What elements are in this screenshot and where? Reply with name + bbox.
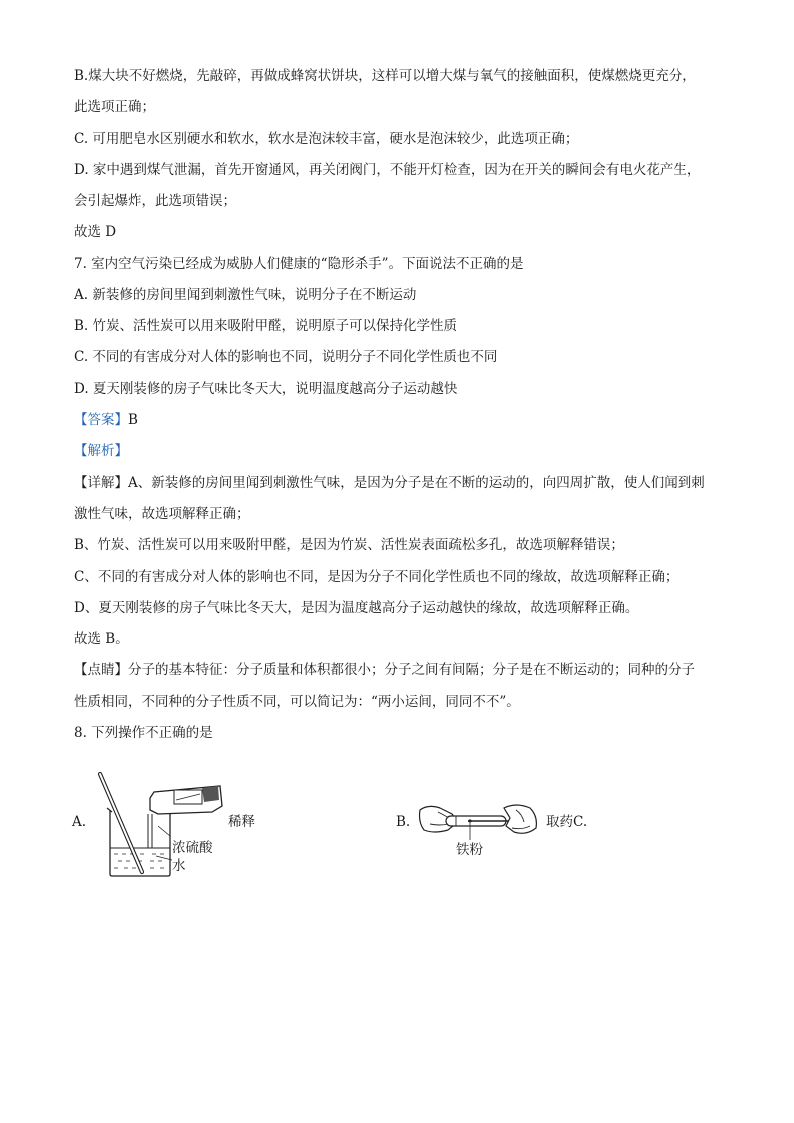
detail-tag: 【详解】: [74, 475, 128, 491]
text-line: 会引起爆炸，此选项错误；: [74, 193, 236, 209]
text-line: D. 家中遇到煤气泄漏，首先开窗通风，再关闭阀门，不能开灯检查，因为在开关的瞬间会有电火花产生，: [74, 162, 701, 178]
option-c: C. 不同的有害成分对人体的影响也不同，说明分子不同化学性质也不同: [74, 349, 498, 365]
comment-line: [74, 660, 734, 680]
detail-line: 故选 B。: [74, 631, 129, 647]
text-line: B.煤大块不好燃烧，先敲碎，再做成蜂窝状饼块，这样可以增大煤与氧气的接触面积，使煤燃烧更充分，: [74, 68, 696, 84]
detail-line: [74, 473, 734, 493]
option-d: D. 夏天刚装修的房子气味比冬天大，说明温度越高分子运动越快: [74, 381, 458, 397]
answer-line: [74, 410, 734, 430]
detail-line: D、夏天刚装修的房子气味比冬天大，是因为温度越高分子运动越快的缘故，故选项解释正确。: [74, 600, 639, 616]
option-b: B. 竹炭、活性炭可以用来吸附甲醛，说明原子可以保持化学性质: [74, 318, 458, 334]
figure-b-label: B.: [396, 814, 411, 830]
text-line: C. 可用肥皂水区别硬水和软水，软水是泡沫较丰富，硬水是泡沫较少，此选项正确；: [74, 131, 579, 147]
text-line: 此选项正确；: [74, 99, 155, 115]
option-a: A. 新装修的房间里闻到刺激性气味，说明分子在不断运动: [74, 287, 417, 303]
detail-line: B、竹炭、活性炭可以用来吸附甲醛，是因为竹炭、活性炭表面疏松多孔，故选项解释错误；: [74, 537, 624, 553]
acid-label: 浓硫酸: [172, 840, 213, 856]
figure-a-label: A.: [72, 814, 87, 830]
analysis-heading: [74, 441, 734, 461]
dilute-label: 稀释: [228, 814, 255, 830]
comment-tag: 【点睛】: [74, 662, 128, 678]
iron-powder-label: 铁粉: [456, 842, 483, 858]
detail-line: 激性气味，故选项解释正确；: [74, 506, 250, 522]
comment-line: 性质相同，不同种的分子性质不同，可以简记为：“两小运间，同同不不”。: [74, 694, 520, 710]
analysis-tag: 【解析】: [74, 443, 128, 459]
detail-line: C、不同的有害成分对人体的影响也不同，是因为分子不同化学性质也不同的缘故，故选项解释正确；: [74, 569, 679, 585]
question-8: 8. 下列操作不正确的是: [74, 725, 213, 741]
dilution-illustration: [92, 770, 232, 880]
answer-value: B: [128, 412, 138, 428]
detail-text: A、新装修的房间里闻到刺激性气味，是因为分子是在不断的运动的，向四周扩散，使人们闻到刺: [128, 475, 705, 491]
take-medicine-label: 取药C.: [546, 814, 588, 830]
text-line: 故选 D: [74, 224, 117, 240]
question-7: 7. 室内空气污染已经成为威胁人们健康的“隐形杀手”。下面说法不正确的是: [74, 256, 524, 272]
answer-tag: 【答案】: [74, 412, 128, 428]
water-label: 水: [172, 858, 186, 874]
comment-text: 分子的基本特征：分子质量和体积都很小；分子之间有间隔；分子是在不断运动的；同种的分子: [128, 662, 695, 678]
test-tube-hands-illustration: [418, 800, 540, 844]
